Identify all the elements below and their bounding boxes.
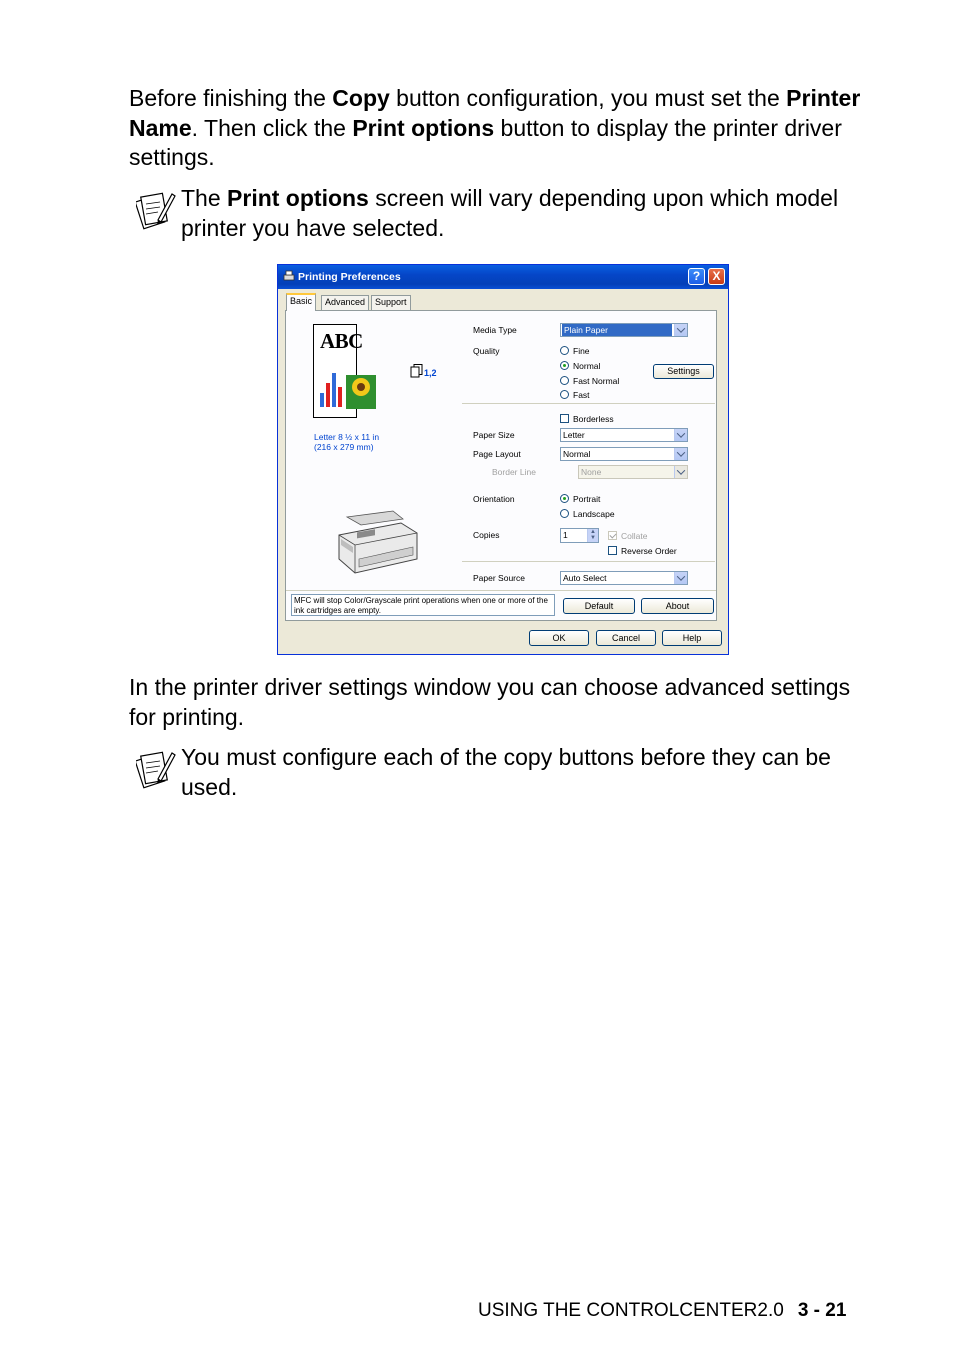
help-button[interactable]: Help bbox=[662, 630, 722, 646]
copy-term: Copy bbox=[332, 85, 390, 111]
quality-normal-label: Normal bbox=[573, 361, 601, 371]
printer-name-term: Printer Name bbox=[129, 85, 861, 141]
cancel-button[interactable]: Cancel bbox=[596, 630, 656, 646]
help-title-button[interactable]: ? bbox=[688, 268, 705, 285]
borderless-checkbox[interactable] bbox=[560, 414, 569, 423]
advanced-settings-paragraph: In the printer driver settings window you can choose advanced settings for printing. bbox=[129, 674, 851, 730]
default-button[interactable]: Default bbox=[563, 598, 635, 614]
page-layout-select[interactable] bbox=[560, 447, 688, 461]
note-pencil-icon bbox=[136, 749, 176, 789]
paper-source-value: Auto Select bbox=[563, 573, 607, 583]
separator bbox=[286, 590, 716, 591]
copies-order-label: 1,2 bbox=[424, 368, 437, 378]
printing-preferences-dialog bbox=[277, 264, 729, 655]
border-line-select bbox=[578, 465, 688, 479]
chevron-down-icon[interactable] bbox=[674, 448, 687, 460]
intro-text: button configuration, you must set the bbox=[389, 85, 787, 111]
preview-logo: ABC bbox=[320, 329, 363, 353]
quality-fine-label: Fine bbox=[573, 346, 590, 356]
paper-size-label bbox=[314, 432, 379, 452]
reverse-order-checkbox[interactable] bbox=[608, 546, 617, 555]
paper-size-value: Letter bbox=[563, 430, 585, 440]
chevron-down-icon bbox=[674, 466, 687, 478]
page-layout-label: Page Layout bbox=[473, 449, 521, 459]
preview-chart-image bbox=[318, 369, 380, 411]
ink-warning-message: MFC will stop Color/Grayscale print operations when one or more of the ink cartridges are empty. bbox=[291, 594, 555, 616]
title-bar[interactable] bbox=[278, 265, 728, 289]
note-text: The bbox=[181, 185, 228, 211]
print-options-term: Print options bbox=[227, 185, 369, 211]
stepper-arrows-icon[interactable]: ▲ ▼ bbox=[587, 529, 598, 542]
quality-fast-normal-radio[interactable] bbox=[560, 376, 569, 385]
copies-label: Copies bbox=[473, 530, 500, 540]
orientation-landscape-radio[interactable] bbox=[560, 509, 569, 518]
media-type-label: Media Type bbox=[473, 325, 517, 335]
copies-stepper[interactable] bbox=[560, 528, 599, 543]
note-configure-buttons: You must configure each of the copy buttons before they can be used. bbox=[181, 744, 831, 800]
separator bbox=[462, 403, 715, 404]
borderless-label: Borderless bbox=[573, 414, 614, 424]
mfc-printer-image bbox=[331, 509, 423, 581]
intro-text: . Then click the bbox=[191, 114, 353, 141]
chevron-down-icon[interactable] bbox=[674, 429, 687, 441]
note-text: screen will vary depending upon which model printer you have selected. bbox=[181, 185, 839, 241]
paper-size-line2: (216 x 279 mm) bbox=[314, 442, 374, 452]
close-button[interactable]: X bbox=[708, 268, 725, 285]
reverse-order-label: Reverse Order bbox=[621, 546, 677, 556]
border-line-value: None bbox=[581, 467, 602, 477]
border-line-label: Border Line bbox=[492, 467, 536, 477]
page-number: 3 - 21 bbox=[797, 1300, 847, 1321]
intro-text: Before finishing the bbox=[129, 85, 333, 111]
tab-support[interactable]: Support bbox=[371, 295, 411, 310]
orientation-portrait-radio[interactable] bbox=[560, 494, 569, 503]
chevron-down-icon[interactable] bbox=[674, 572, 687, 584]
quality-fast-normal-label: Fast Normal bbox=[573, 376, 620, 386]
orientation-label: Orientation bbox=[473, 494, 515, 504]
pages-icon bbox=[410, 364, 424, 378]
page-footer bbox=[478, 1300, 846, 1322]
intro-text: button to display the printer driver settings. bbox=[129, 114, 842, 170]
page-layout-value: Normal bbox=[563, 449, 591, 459]
tab-basic[interactable]: Basic bbox=[286, 293, 316, 311]
about-button[interactable]: About bbox=[641, 598, 714, 614]
chevron-down-icon[interactable] bbox=[674, 324, 687, 336]
tab-advanced[interactable]: Advanced bbox=[321, 295, 369, 310]
media-type-select[interactable] bbox=[560, 323, 688, 337]
note-print-options bbox=[181, 183, 881, 243]
quality-fine-radio[interactable] bbox=[560, 346, 569, 355]
quality-settings-button[interactable]: Settings bbox=[653, 364, 714, 379]
paper-source-label: Paper Source bbox=[473, 573, 525, 583]
collate-checkbox bbox=[608, 531, 617, 540]
media-type-value: Plain Paper bbox=[562, 324, 672, 336]
page-preview bbox=[313, 324, 363, 418]
separator bbox=[462, 561, 715, 562]
quality-normal-radio[interactable] bbox=[560, 361, 569, 370]
orientation-landscape-label: Landscape bbox=[573, 509, 615, 519]
copies-value[interactable]: 1 bbox=[563, 530, 568, 540]
quality-fast-radio[interactable] bbox=[560, 390, 569, 399]
footer-section-title: USING THE CONTROLCENTER2.0 bbox=[478, 1300, 784, 1321]
orientation-portrait-label: Portrait bbox=[573, 494, 601, 504]
paper-size-select[interactable] bbox=[560, 428, 688, 442]
dialog-title: Printing Preferences bbox=[298, 271, 401, 283]
printer-icon bbox=[283, 270, 295, 282]
quality-label: Quality bbox=[473, 346, 500, 356]
print-options-term: Print options bbox=[352, 114, 495, 141]
note-pencil-icon bbox=[136, 190, 176, 230]
paper-size-select-label: Paper Size bbox=[473, 430, 515, 440]
basic-tab-panel bbox=[285, 310, 717, 621]
quality-fast-label: Fast bbox=[573, 390, 590, 400]
ok-button[interactable]: OK bbox=[529, 630, 589, 646]
intro-paragraph bbox=[129, 84, 869, 173]
collate-label: Collate bbox=[621, 531, 648, 541]
paper-size-line1: Letter 8 ½ x 11 in bbox=[314, 432, 380, 442]
paper-source-select[interactable] bbox=[560, 571, 688, 585]
